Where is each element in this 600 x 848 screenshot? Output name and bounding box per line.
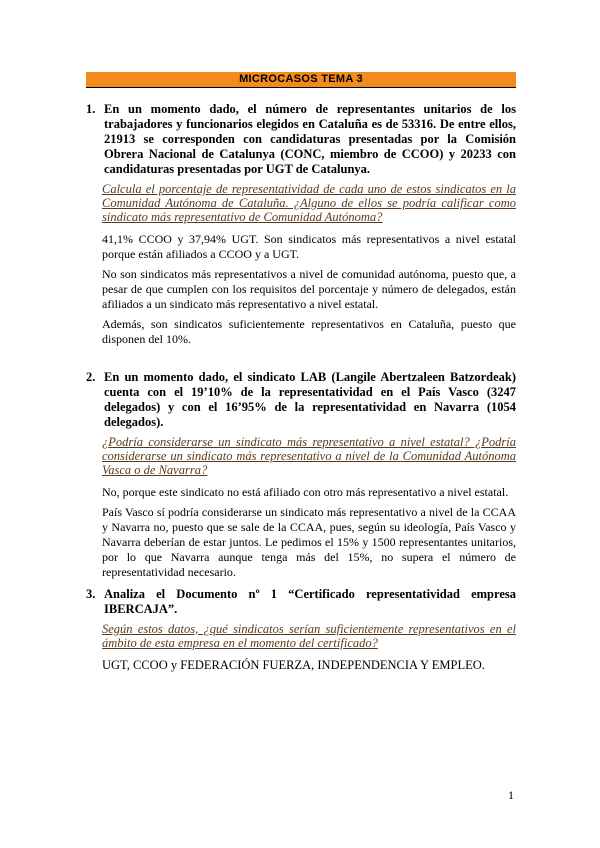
question-number: 2. bbox=[86, 370, 96, 384]
answer-paragraph: No, porque este sindicato no está afiliado con otro más representativo a nivel estatal. bbox=[102, 485, 509, 499]
question-number: 1. bbox=[86, 102, 96, 116]
question-3 bbox=[86, 587, 516, 673]
question-prompt: Según estos datos, ¿qué sindicatos serían suficientemente representativos en el ámbito de esta empresa en el momento del certificado? bbox=[102, 622, 516, 650]
question-prompt: ¿Podría considerarse un sindicato más representativo a nivel estatal? ¿Podría considerarse un sindicato más representativo a nivel de la Comunidad Autónoma Vasca o de Navarra? bbox=[102, 435, 516, 477]
question-prompt: Calcula el porcentaje de representatividad de cada uno de estos sindicatos en la Comunidad Autónoma de Cataluña. ¿Alguno de ellos se podría calificar como sindicato más representativo de Comunidad Autónoma? bbox=[102, 182, 516, 224]
question-2 bbox=[86, 370, 516, 580]
document-title-banner: MICROCASOS TEMA 3 bbox=[86, 72, 516, 88]
question-number: 3. bbox=[86, 587, 96, 601]
question-statement: En un momento dado, el sindicato LAB (Langile Abertzaleen Batzordeak) cuenta con el 19’10% de la representatividad en el País Vasco (3247 delegados) y con el 16’95% de la representatividad en Navarra (1054 delegados). bbox=[104, 370, 516, 429]
answer-paragraph: UGT, CCOO y FEDERACIÓN FUERZA, INDEPENDENCIA Y EMPLEO. bbox=[102, 658, 485, 672]
question-statement: En un momento dado, el número de representantes unitarios de los trabajadores y funcionarios elegidos en Cataluña es de 53316. De entre ellos, 21913 se corresponden con candidaturas presentadas por la Comisión Obrera Nacional de Catalunya (CONC, miembro de CCOO) y 20233 con candidaturas presentadas por UGT de Catalunya. bbox=[104, 102, 516, 176]
answer-paragraph: No son sindicatos más representativos a nivel de comunidad autónoma, puesto que, a pesar de que cumplen con los requisitos del porcentaje y número de delegados, están afiliados a un sindicato más representativo a nivel estatal. bbox=[102, 267, 516, 311]
answer-paragraph: 41,1% CCOO y 37,94% UGT. Son sindicatos más representativos a nivel estatal porque están afiliados a CCOO y a UGT. bbox=[102, 232, 516, 261]
answer-paragraph: País Vasco sí podría considerarse un sindicato más representativo a nivel de la CCAA y Navarra no, puesto que se sale de la CCAA, pues, según su ideología, País Vasco y Navarra deberían de estar juntos. Le pedimos el 15% y 1500 representantes unitarios, por lo que Navarra aunque tenga más del 15%, no supera el número de representatividad necesario. bbox=[102, 505, 516, 579]
answer-paragraph: Además, son sindicatos suficientemente representativos en Cataluña, puesto que disponen del 10%. bbox=[102, 317, 516, 346]
question-1 bbox=[86, 102, 516, 347]
question-statement: Analiza el Documento nº 1 “Certificado representatividad empresa IBERCAJA”. bbox=[104, 587, 516, 616]
page-number: 1 bbox=[508, 788, 514, 802]
